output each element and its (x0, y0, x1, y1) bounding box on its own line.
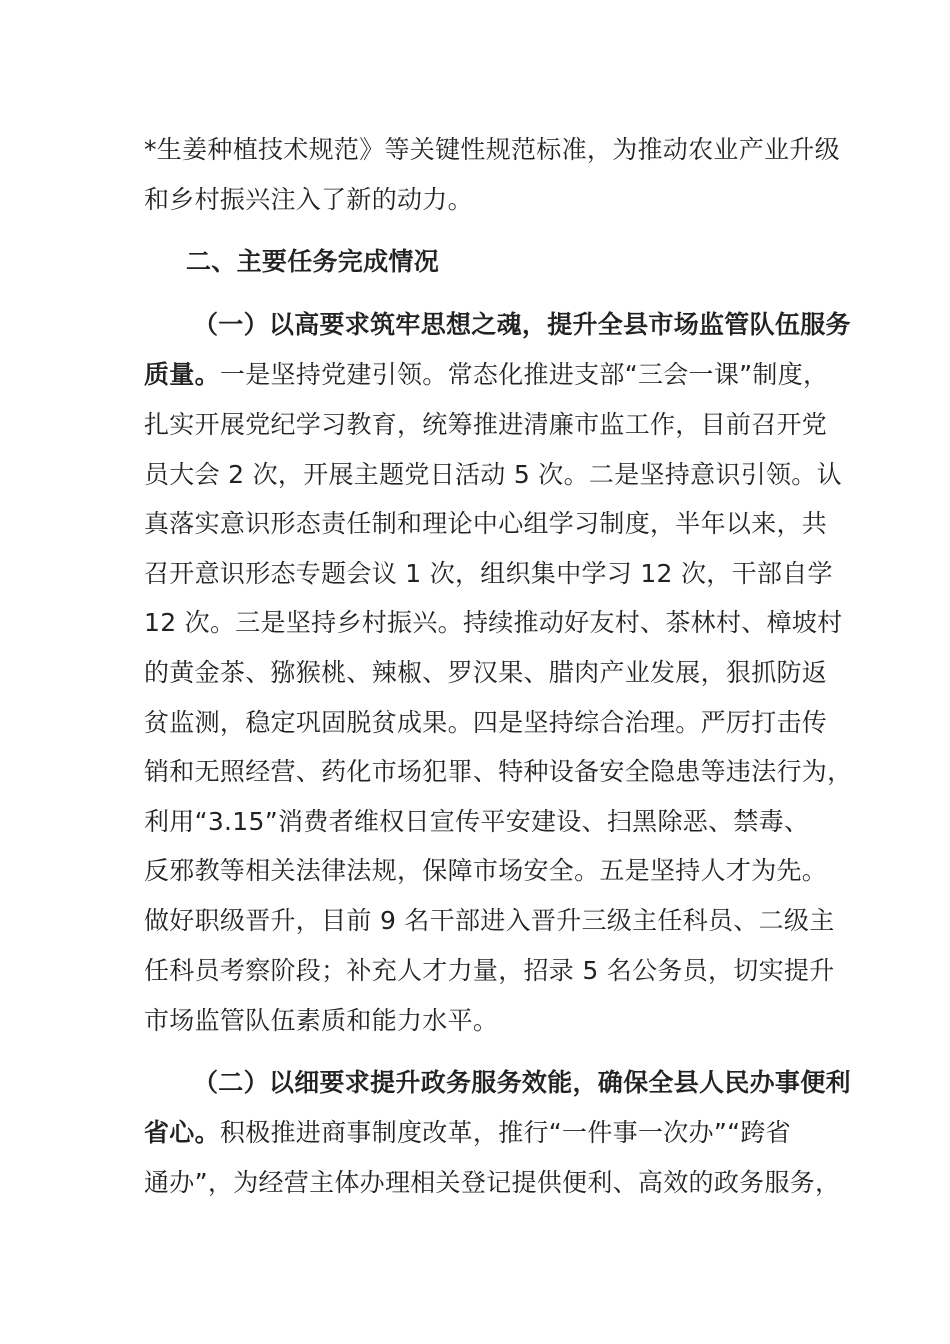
body-line: 召开意识形态专题会议 1 次，组织集中学习 12 次，干部自学 (144, 559, 833, 588)
body-line: 销和无照经营、药化市场犯罪、特种设备安全隐患等违法行为， (144, 757, 853, 786)
body-line: 利用“3.15”消费者维权日宣传平安建设、扫黑除恶、禁毒、 (144, 807, 810, 836)
body-line: 市场监管队伍素质和能力水平。 (144, 1006, 499, 1035)
body-line: 12 次。三是坚持乡村振兴。持续推动好友村、茶林村、樟坡村 (144, 608, 843, 637)
body-line: 做好职级晋升，目前 9 名干部进入晋升三级主任科员、二级主 (144, 906, 835, 935)
subsection-heading-line: （一）以高要求筑牢思想之魂，提升全县市场监管队伍服务 (193, 310, 851, 339)
body-line: 扎实开展党纪学习教育，统筹推进清廉市监工作，目前召开党 (144, 410, 828, 439)
body-line: 通办”，为经营主体办理相关登记提供便利、高效的政务服务， (144, 1168, 841, 1197)
body-line: 任科员考察阶段；补充人才力量，招录 5 名公务员，切实提升 (144, 956, 835, 985)
body-line: 质量。一是坚持党建引领。常态化推进支部“三会一课”制度， (144, 360, 829, 389)
body-line: 贫监测，稳定巩固脱贫成果。四是坚持综合治理。严厉打击传 (144, 708, 828, 737)
body-line: *生姜种植技术规范》等关键性规范标准，为推动农业产业升级 (144, 135, 840, 164)
body-line: 真落实意识形态责任制和理论中心组学习制度，半年以来，共 (144, 509, 828, 538)
body-line: 员大会 2 次，开展主题党日活动 5 次。二是坚持意识引领。认 (144, 460, 842, 489)
section-heading: 二、主要任务完成情况 (186, 247, 440, 276)
body-line: 省心。积极推进商事制度改革，推行“一件事一次办”“跨省 (144, 1118, 791, 1147)
subsection-heading-line: （二）以细要求提升政务服务效能，确保全县人民办事便利 (193, 1068, 851, 1097)
body-line: 的黄金茶、猕猴桃、辣椒、罗汉果、腊肉产业发展，狠抓防返 (144, 658, 828, 687)
body-line: 和乡村振兴注入了新的动力。 (144, 185, 473, 214)
body-line: 反邪教等相关法律法规，保障市场安全。五是坚持人才为先。 (144, 856, 828, 885)
